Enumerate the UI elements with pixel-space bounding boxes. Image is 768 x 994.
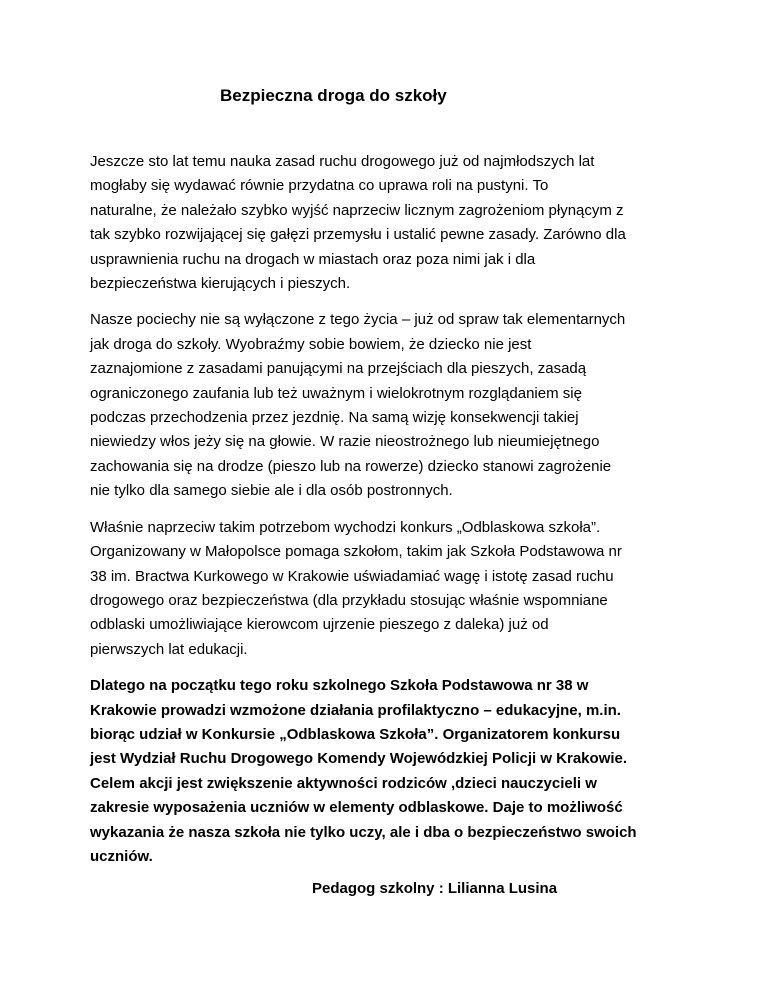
paragraph-line: zaznajomione z zasadami panującymi na przejściach dla pieszych, zasadą (90, 360, 587, 378)
paragraph-line: jest Wydział Ruchu Drogowego Komendy Wojewódzkiej Policji w Krakowie. (90, 750, 628, 768)
paragraph-line: tak szybko rozwijającej się gałęzi przemysłu i ustalić pewne zasady. Zarówno dla (90, 226, 626, 244)
paragraph-line: niewiedzy włos jeży się na głowie. W razie nieostrożnego lub nieumiejętnego (90, 433, 600, 451)
paragraph-1 (90, 150, 690, 296)
paragraph-line: mogłaby się wydawać równie przydatna co uprawa roli na pustyni. To (90, 177, 549, 195)
paragraph-4-bold (90, 674, 690, 869)
signature: Pedagog szkolny : Lilianna Lusina (312, 880, 558, 898)
paragraph-2 (90, 308, 690, 503)
paragraph-line: naturalne, że należało szybko wyjść naprzeciw licznym zagrożeniom płynącym z (90, 201, 624, 219)
paragraph-line: Celem akcji jest zwiększenie aktywności rodziców ,dzieci nauczycieli w (90, 774, 597, 792)
paragraph-line: pierwszych lat edukacji. (90, 640, 248, 658)
paragraph-line: Właśnie naprzeciw takim potrzebom wychodzi konkurs „Odblaskowa szkoła”. (90, 518, 601, 536)
paragraph-line: Organizowany w Małopolsce pomaga szkołom, takim jak Szkoła Podstawowa nr (90, 543, 622, 561)
paragraph-line: Krakowie prowadzi wzmożone działania profilaktyczno – edukacyjne, m.in. (90, 701, 621, 719)
paragraph-line: drogowego oraz bezpieczeństwa (dla przykładu stosując właśnie wspomniane (90, 591, 608, 609)
paragraph-line: zachowania się na drodze (pieszo lub na rowerze) dziecko stanowi zagrożenie (90, 457, 612, 475)
paragraph-line: Dlatego na początku tego roku szkolnego Szkoła Podstawowa nr 38 w (90, 677, 589, 695)
paragraph-line: uczniów. (90, 847, 153, 865)
paragraph-line: ograniczonego zaufania lub też uważnym i wielokrotnym rozglądaniem się (90, 384, 582, 402)
paragraph-line: jak droga do szkoły. Wyobraźmy sobie bowiem, że dziecko nie jest (90, 335, 532, 353)
document-body (90, 150, 690, 901)
paragraph-line: podczas przechodzenia przez jezdnię. Na samą wizję konsekwencji takiej (90, 409, 579, 427)
paragraph-line: zakresie wyposażenia uczniów w elementy odblaskowe. Daje to możliwość (90, 799, 623, 817)
document-title: Bezpieczna droga do szkoły (220, 86, 447, 105)
paragraph-line: odblaski umożliwiające kierowcom ujrzenie pieszego z daleka) już od (90, 616, 549, 634)
paragraph-line: wykazania że nasza szkoła nie tylko uczy, ale i dba o bezpieczeństwo swoich (90, 823, 637, 841)
paragraph-3 (90, 516, 690, 662)
paragraph-line: bezpieczeństwa kierujących i pieszych. (90, 275, 351, 293)
paragraph-line: Jeszcze sto lat temu nauka zasad ruchu drogowego już od najmłodszych lat (90, 153, 595, 170)
paragraph-line: usprawnienia ruchu na drogach w miastach oraz poza nimi jak i dla (90, 250, 536, 268)
paragraph-line: biorąc udział w Konkursie „Odblaskowa Szkoła”. Organizatorem konkursu (90, 725, 621, 743)
paragraph-line: nie tylko dla samego siebie ale i dla osób postronnych. (90, 482, 453, 500)
paragraph-line: 38 im. Bractwa Kurkowego w Krakowie uświadamiać wagę i istotę zasad ruchu (90, 567, 614, 585)
paragraph-line: Nasze pociechy nie są wyłączone z tego życia – już od spraw tak elementarnych (90, 311, 626, 329)
